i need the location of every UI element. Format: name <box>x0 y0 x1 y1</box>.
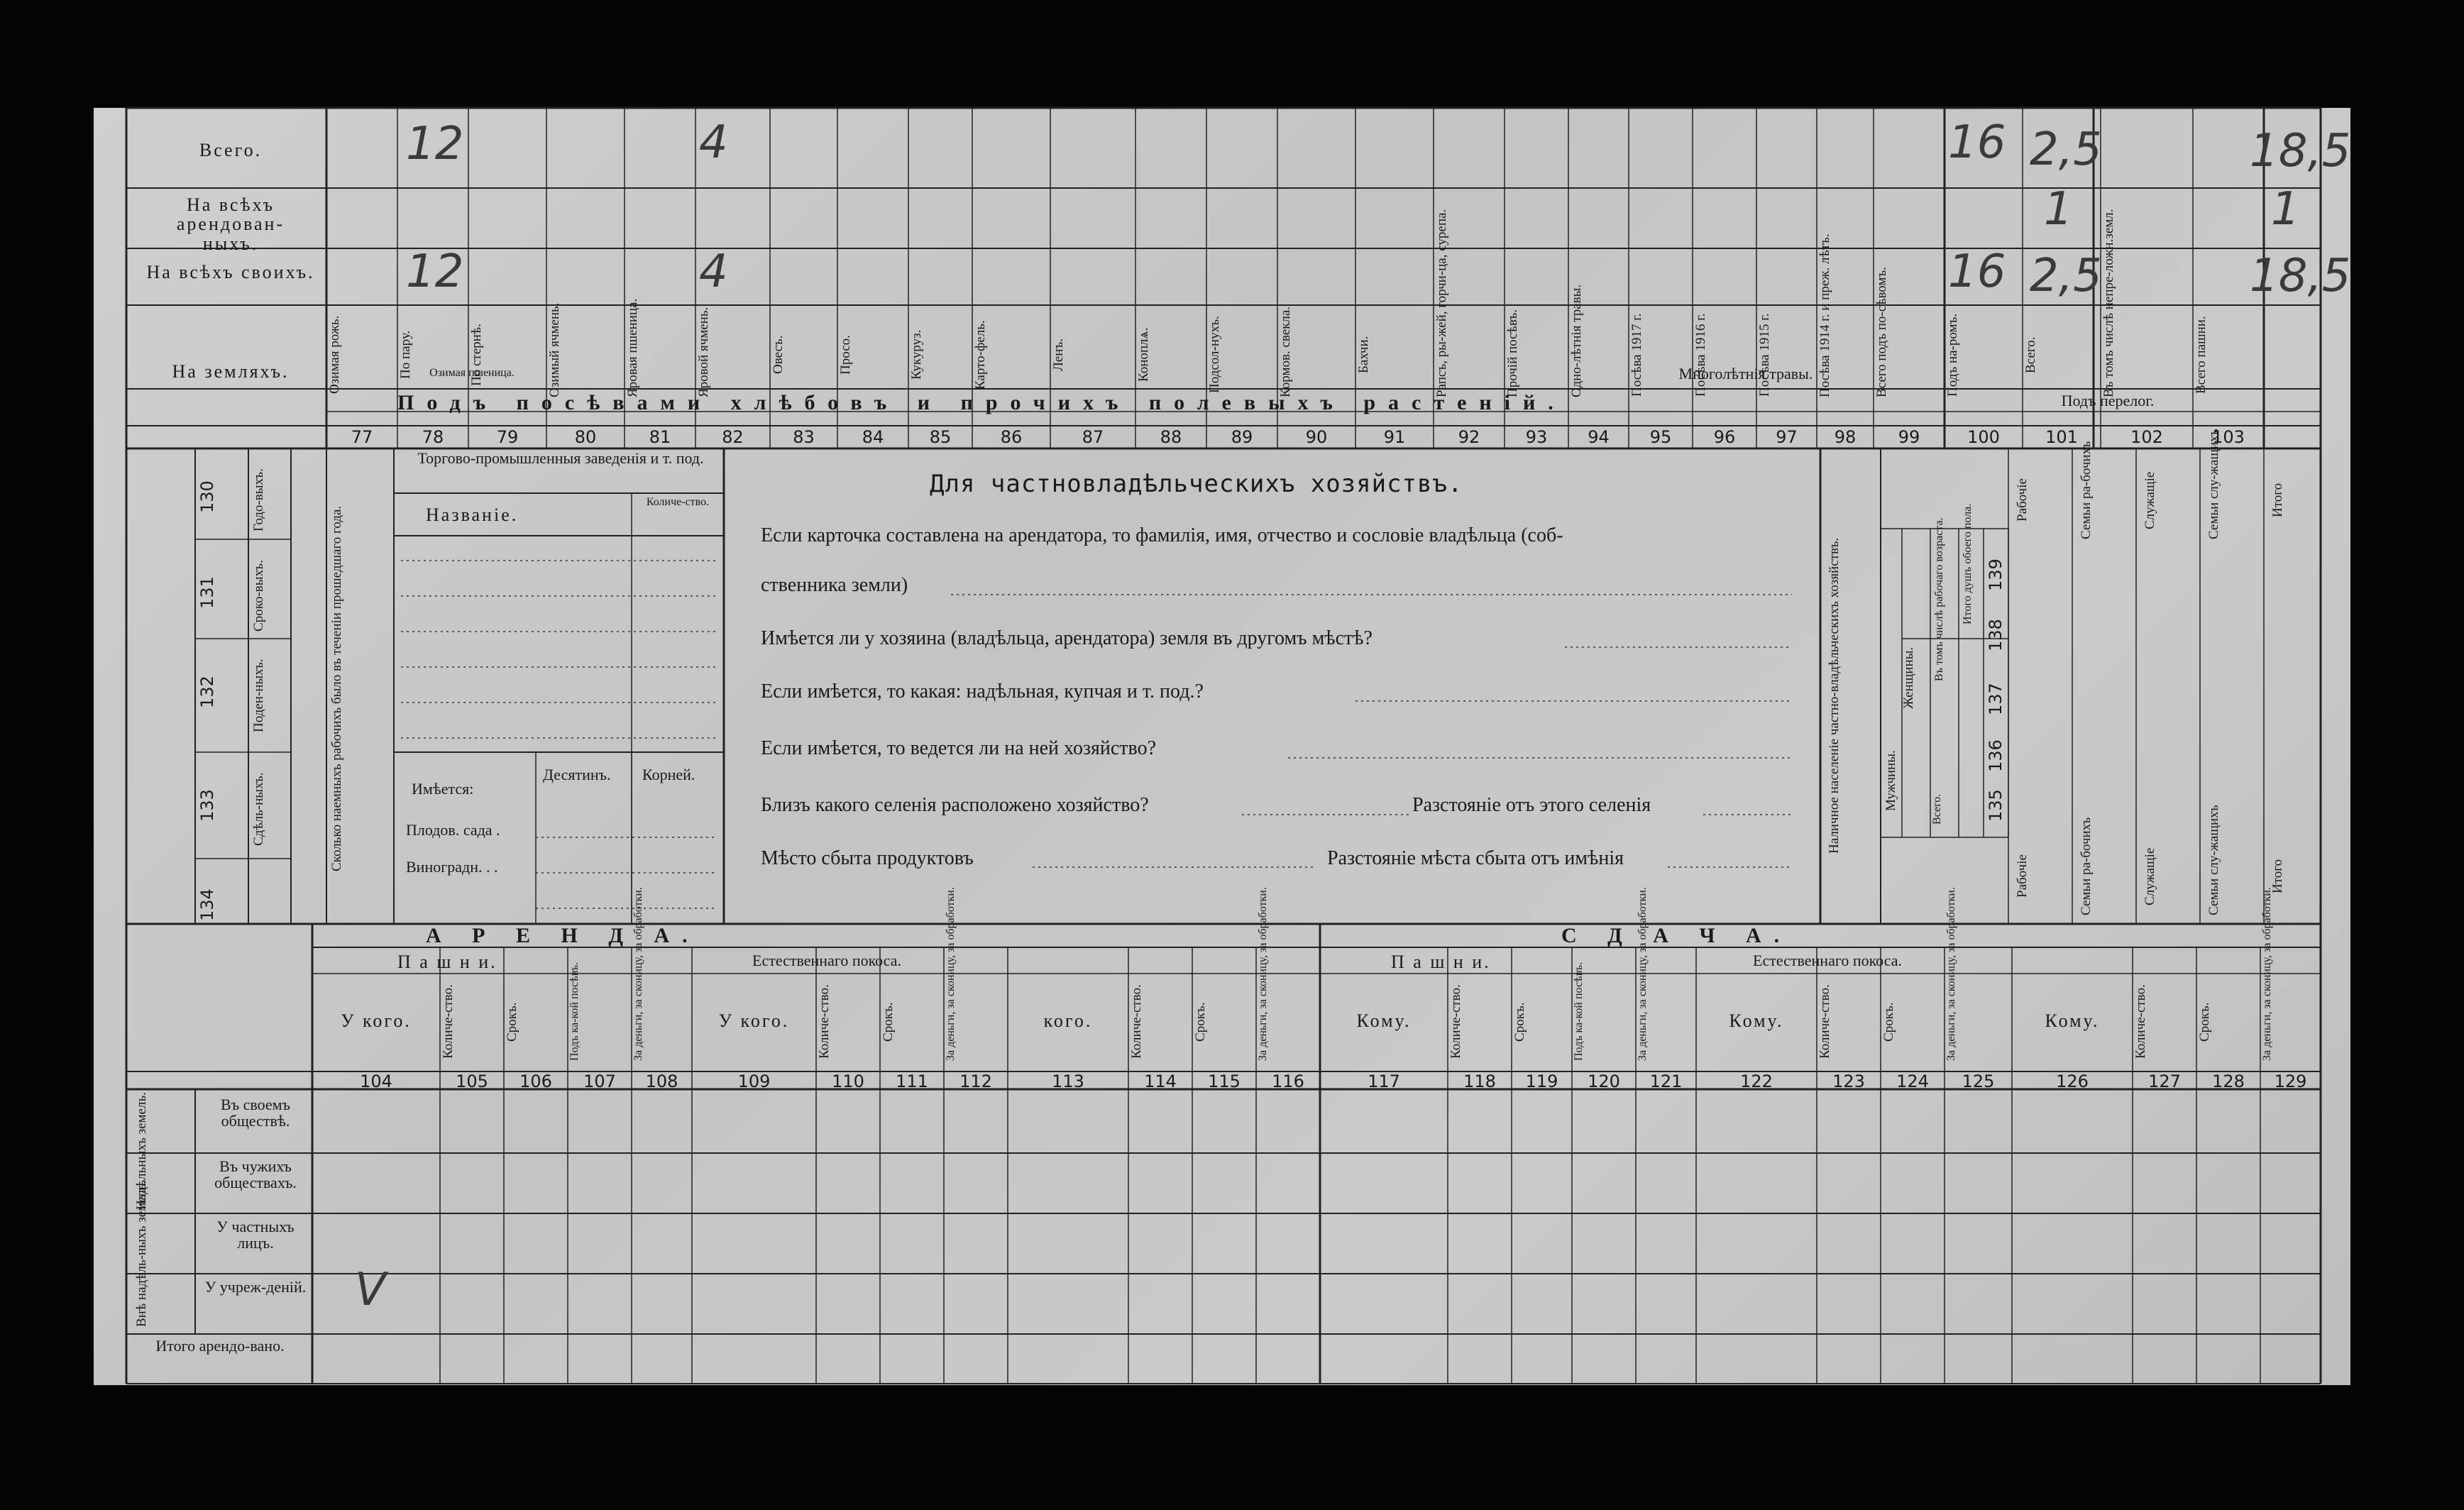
handwritten-entry: 4 <box>699 246 728 298</box>
handwritten-mark: V <box>355 1264 386 1316</box>
bottom-col-number: 115 <box>1208 1071 1241 1091</box>
bottom-col-number: 120 <box>1588 1071 1620 1091</box>
imeetsya-label: Имѣется: <box>412 780 474 798</box>
bottom-col-header: Количе-ство. <box>2133 984 2148 1059</box>
population-col-number: 137 <box>1986 683 2006 715</box>
bottom-col-header: Кому. <box>1729 1010 1784 1031</box>
bottom-col-number: 110 <box>832 1071 864 1091</box>
column-number: 80 <box>574 427 597 447</box>
column-number: 93 <box>1525 427 1548 447</box>
column-number: 97 <box>1776 427 1798 447</box>
column-number: 83 <box>793 427 815 447</box>
bottom-col-number: 105 <box>456 1071 488 1091</box>
crop-column-header: Подсол-нухъ. <box>1207 316 1222 394</box>
bottom-col-number: 124 <box>1896 1071 1929 1091</box>
bottom-col-number: 104 <box>360 1071 392 1091</box>
column-number: 77 <box>351 427 373 447</box>
column-number: 82 <box>722 427 744 447</box>
column-number: 81 <box>649 427 671 447</box>
subheader-ozimaya-pshenitsa: Озимая пшеница. <box>429 367 515 379</box>
crop-banner: Подъ посѣвами хлѣбовъ и прочихъ полевыхъ растеній. <box>397 391 1566 414</box>
arenda-banner: А Р Е Н Д А. <box>426 924 700 947</box>
row-itogo-arendovano: Итого арендо-вано. <box>155 1337 285 1355</box>
private-market-place: Мѣсто сбыта продуктовъ <box>761 847 974 869</box>
vtom-chisle-label: Въ томъ числѣ рабочаго возраста. <box>1933 517 1945 681</box>
population-col-number: 139 <box>1986 558 2006 591</box>
bottom-col-header: Кому. <box>1356 1010 1412 1031</box>
bottom-col-header: кого. <box>1043 1010 1093 1031</box>
row-chastnyh-lits: У частныхъ лицъ. <box>216 1218 295 1252</box>
population-right-header-top: Семьи ра-бочихъ <box>2079 441 2094 539</box>
pashni-arenda: П а ш н и. <box>397 952 497 972</box>
bottom-col-header: Количе-ство. <box>441 984 456 1059</box>
pashni-sdacha: П а ш н и. <box>1391 952 1491 972</box>
hired-col-number: 131 <box>197 576 217 609</box>
crop-column-header: Карто-фель. <box>973 320 988 390</box>
handwritten-entry: 18,5 <box>2250 250 2351 302</box>
column-number: 91 <box>1383 427 1406 447</box>
crop-column-header: Подъ на-ромъ. <box>1945 313 1960 397</box>
crop-column-header: Ленъ. <box>1051 338 1066 371</box>
handwritten-entry: 12 <box>406 118 464 170</box>
column-number: 94 <box>1588 427 1610 447</box>
private-question-owner-cont: ственника земли) <box>761 574 908 596</box>
population-col-number: 135 <box>1986 789 2006 822</box>
column-number: 101 <box>2045 427 2078 447</box>
bottom-col-header: За деньги, за сконицу, за обработки. <box>632 887 644 1061</box>
column-number: 99 <box>1898 427 1920 447</box>
bottom-col-number: 109 <box>737 1071 771 1091</box>
handwritten-entry: 16 <box>1948 246 2006 298</box>
crop-column-header: Всего пашни. <box>2194 316 2209 394</box>
private-distance-village: Разстояніе отъ этого селенія <box>1412 794 1651 816</box>
column-number: 84 <box>862 427 884 447</box>
row-label-arendovannyh: На всѣхъ арендован- ныхъ. <box>176 194 285 254</box>
column-number: 95 <box>1649 427 1672 447</box>
crop-column-header: Озимый ячмень. <box>547 302 562 397</box>
population-col-number: 136 <box>1986 739 2006 772</box>
crop-column-header: Рапсъ, ры-жей, горчи-ца, сурепа. <box>1434 209 1449 397</box>
column-number: 92 <box>1458 427 1480 447</box>
itogo-dush-header: Итого душъ обоего пола. <box>1962 503 1974 624</box>
population-right-header-top: Итого <box>2270 483 2285 518</box>
column-number: 103 <box>2212 427 2245 447</box>
bottom-col-number: 123 <box>1832 1071 1865 1091</box>
private-question-farming: Если имѣется, то ведется ли на ней хозяйство? <box>761 737 1156 759</box>
population-side-label: Наличное населеніе частно-владѣльческихъ хозяйствъ. <box>1827 537 1842 854</box>
bottom-col-header: Количе-ство. <box>1129 984 1144 1059</box>
bottom-col-header: Срокъ. <box>505 1002 519 1042</box>
population-right-header-bottom: Семьи ра-бочихъ <box>2079 817 2094 915</box>
private-question-owner: Если карточка составлена на арендатора, то фамилія, имя, отчество и сословіе владѣльца (соб- <box>761 524 1563 546</box>
bottom-col-number: 127 <box>2148 1071 2181 1091</box>
crop-column-header: Яровая пшеница. <box>625 298 640 397</box>
bottom-col-header: Количе-ство. <box>1448 984 1463 1059</box>
hired-col-number: 134 <box>197 888 217 921</box>
vsego-label: Всего. <box>1931 793 1943 825</box>
crop-column-header: По стернѣ. <box>469 324 484 386</box>
crop-column-header: Кукуруз. <box>909 329 924 380</box>
bottom-col-header: Срокъ. <box>1193 1002 1208 1042</box>
crop-column-header: Посѣва 1914 г. и преж. лѣтъ. <box>1817 233 1832 397</box>
bottom-col-number: 108 <box>645 1071 678 1091</box>
column-number: 102 <box>2130 427 2163 447</box>
hired-workers-side-label: Сколько наемныхъ рабочихъ было въ теченіи прошедшаго года. <box>329 505 344 871</box>
population-right-header-bottom: Семьи слу-жащихъ <box>2206 805 2221 915</box>
bottom-col-number: 114 <box>1144 1071 1177 1091</box>
population-right-header-top: Рабочіе <box>2015 478 2030 522</box>
zhenshchiny-label: Женщины. <box>1901 646 1916 709</box>
bottom-col-header: Срокъ. <box>1512 1002 1527 1042</box>
bottom-col-header: За деньги, за сконицу, за обработки. <box>1637 887 1649 1061</box>
bottom-col-header: За деньги, за сконицу, за обработки. <box>2261 887 2273 1061</box>
population-right-header-bottom: Рабочіе <box>2015 854 2030 898</box>
column-number: 86 <box>1000 427 1023 447</box>
row-svoem-obshchestve: Въ своемъ обществѣ. <box>221 1096 290 1130</box>
bottom-col-header: Количе-ство. <box>1817 984 1832 1059</box>
handwritten-entry: 2,5 <box>2030 250 2102 302</box>
subheader-perelog: Подъ перелог. <box>2061 392 2155 409</box>
crop-column-header: Посѣва 1916 г. <box>1693 313 1708 397</box>
crop-column-header: Коноплѧ. <box>1136 327 1151 382</box>
bottom-col-number: 128 <box>2212 1071 2245 1091</box>
bottom-col-number: 113 <box>1052 1071 1084 1091</box>
crop-column-header: Бахчи. <box>1356 336 1371 374</box>
crop-column-header: По пару. <box>398 330 413 380</box>
bottom-col-number: 126 <box>2056 1071 2089 1091</box>
crop-column-header: Всего подъ по-сѣвомъ. <box>1874 266 1889 397</box>
crop-column-header: Просо. <box>838 335 853 375</box>
bottom-col-header: Срокъ. <box>1881 1002 1896 1042</box>
handwritten-entry: 1 <box>2044 183 2073 236</box>
bottom-col-number: 112 <box>959 1071 992 1091</box>
crop-column-header: Прочій посѣвъ. <box>1505 309 1520 397</box>
crop-column-header: Всего. <box>2023 336 2038 373</box>
pokos-sdacha: Естественнаго покоса. <box>1753 952 1903 969</box>
vnenadel-side-label: Внѣ надѣль-ныхъ земель. <box>134 1180 149 1327</box>
korney-header: Корней. <box>642 766 695 783</box>
handwritten-entry: 4 <box>699 116 728 169</box>
bottom-col-number: 119 <box>1525 1071 1558 1091</box>
hired-col-number: 130 <box>197 480 217 513</box>
pokos-arenda: Естественнаго покоса. <box>752 952 902 969</box>
population-right-header-top: Служащіе <box>2143 471 2157 529</box>
bottom-col-number: 106 <box>519 1071 552 1091</box>
bottom-col-header: За деньги, за сконицу, за обработки. <box>1945 887 1957 1061</box>
handwritten-entry: 12 <box>406 246 464 298</box>
bottom-col-number: 122 <box>1740 1071 1773 1091</box>
row-label-na-zemlyah: На земляхъ. <box>172 361 290 382</box>
bottom-col-number: 107 <box>583 1071 616 1091</box>
hired-col-label: Годо-выхъ. <box>251 468 266 532</box>
bottom-col-header: Кому. <box>2045 1010 2100 1031</box>
private-question-land-type: Если имѣется, то какая: надѣльная, купчая и т. под.? <box>761 680 1204 702</box>
subheader-mnogoletnie-travy: Многолѣтнія травы. <box>1678 365 1813 382</box>
vinograd-label: Виноградн. . . <box>406 858 498 876</box>
bottom-col-number: 111 <box>896 1071 928 1091</box>
nadel-side-label: Надѣльныхъ земель. <box>134 1092 149 1210</box>
bottom-col-number: 121 <box>1649 1071 1683 1091</box>
bottom-col-header: Подъ ка-кой посѣвъ. <box>568 961 581 1061</box>
crop-column-header: Кормов. свекла. <box>1278 306 1293 397</box>
column-number: 87 <box>1082 427 1104 447</box>
handwritten-entry: 1 <box>2271 183 2300 236</box>
plodov-sada-label: Плодов. сада . <box>406 821 500 839</box>
trade-title: Торгово-промышленныя заведенія и т. под. <box>417 449 704 467</box>
private-question-other-land: Имѣется ли у хозяина (владѣльца, арендатора) земля въ другомъ мѣстѣ? <box>761 627 1373 649</box>
column-number: 100 <box>1967 427 2000 447</box>
bottom-col-header: Срокъ. <box>881 1002 896 1042</box>
bottom-col-header: Количе-ство. <box>817 984 832 1059</box>
crop-column-header: Овесъ. <box>771 335 786 375</box>
hired-col-number: 132 <box>197 676 217 708</box>
handwritten-entry: 18,5 <box>2250 125 2351 177</box>
bottom-col-number: 116 <box>1272 1071 1304 1091</box>
column-number: 98 <box>1834 427 1857 447</box>
column-number: 79 <box>496 427 519 447</box>
bottom-col-header: За деньги, за сконицу, за обработки. <box>945 887 957 1061</box>
trade-name-header: Названіе. <box>426 505 519 525</box>
bottom-col-number: 117 <box>1368 1071 1400 1091</box>
bottom-col-header: Подъ ка-кой посѣвъ. <box>1573 961 1585 1061</box>
hired-col-label: Поден-ныхъ. <box>251 658 266 732</box>
crop-column-header: Посѣва 1915 г. <box>1757 313 1772 397</box>
bottom-col-number: 129 <box>2274 1071 2307 1091</box>
crop-column-header: Посѣва 1917 г. <box>1629 313 1644 397</box>
bottom-col-header: За деньги, за сконицу, за обработки. <box>1257 887 1269 1061</box>
crop-column-header: Въ томъ числѣ непре-ложн.земл. <box>2101 209 2116 397</box>
bottom-col-header: Срокъ. <box>2197 1002 2212 1042</box>
muzhchiny-label: Мужчины. <box>1883 750 1898 811</box>
column-number: 78 <box>422 427 444 447</box>
private-market-distance: Разстояніе мѣста сбыта отъ имѣнія <box>1327 847 1624 869</box>
bottom-col-number: 125 <box>1962 1071 1995 1091</box>
column-number: 96 <box>1713 427 1736 447</box>
population-right-header-top: Семьи слу-жащихъ <box>2206 429 2221 539</box>
trade-qty-header: Количе-ство. <box>646 496 710 508</box>
population-right-header-bottom: Служащіе <box>2143 847 2157 905</box>
bottom-col-number: 118 <box>1463 1071 1496 1091</box>
bottom-col-header: У кого. <box>718 1010 790 1031</box>
desyatin-header: Десятинъ. <box>543 766 611 783</box>
hired-col-number: 133 <box>197 789 217 822</box>
handwritten-entry: 16 <box>1948 116 2006 169</box>
row-label-svoih: На всѣхъ своихъ. <box>146 262 315 282</box>
hired-col-label: Сроко-выхъ. <box>251 560 266 632</box>
hired-col-label: Сдѣль-ныхъ. <box>251 772 266 846</box>
column-number: 88 <box>1160 427 1182 447</box>
handwritten-entry: 2,5 <box>2030 123 2102 176</box>
row-chuzhih-obshchestvah: Въ чужихъ обществахъ. <box>214 1157 297 1192</box>
column-number: 90 <box>1305 427 1328 447</box>
bottom-col-header: У кого. <box>341 1010 412 1031</box>
population-col-number: 138 <box>1986 619 2006 651</box>
private-holdings-title: Для частновладѣльческихъ хозяйствъ. <box>930 470 1463 498</box>
crop-column-header: Одно-лѣтнія травы. <box>1569 284 1584 397</box>
population-right-header-bottom: Итого <box>2270 859 2285 894</box>
column-number: 89 <box>1231 427 1253 447</box>
crop-column-header: Яровой ячмень. <box>696 307 711 397</box>
row-uchrezhdeniy: У учреж-деній. <box>204 1278 307 1296</box>
sdacha-banner: С Д А Ч А. <box>1561 924 1793 947</box>
row-label-vsego: Всего. <box>199 140 263 160</box>
private-question-nearest-village: Близъ какого селенія расположено хозяйство? <box>761 794 1149 816</box>
crop-column-header: Озимая рожь. <box>327 315 342 395</box>
column-number: 85 <box>929 427 952 447</box>
